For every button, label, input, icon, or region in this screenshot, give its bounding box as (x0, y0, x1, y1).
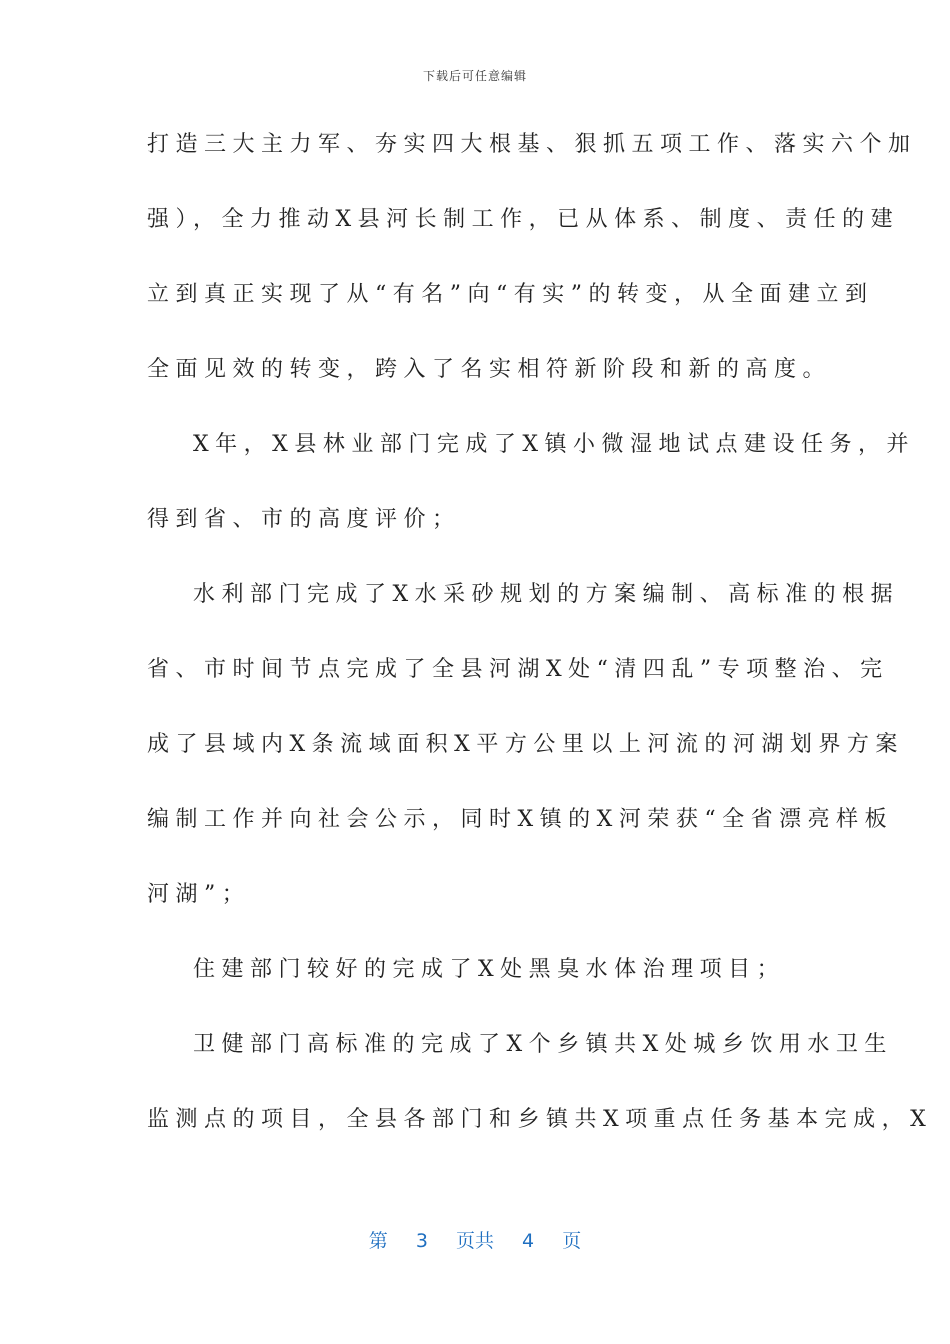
text-line: 强），全力推动X县河长制工作，已从体系、制度、责任的建 (147, 207, 900, 232)
text-line: 河湖”； (147, 882, 251, 907)
text-line: 成了县域内X条流域面积X平方公里以上河流的河湖划界方案 (147, 732, 904, 757)
text-line: 得到省、市的高度评价； (147, 507, 461, 532)
current-page-number: 3 (415, 1230, 428, 1252)
text-line: 立到真正实现了从“有名”向“有实”的转变，从全面建立到 (147, 282, 874, 307)
total-pages-number: 4 (522, 1230, 535, 1252)
text-line: 监测点的项目，全县各部门和乡镇共X项重点任务基本完成，X (147, 1107, 933, 1132)
text-line: 省、市时间节点完成了全县河湖X处“清四乱”专项整治、完 (147, 657, 889, 682)
paragraph-first-line: 住建部门较好的完成了X处黑臭水体治理项目； (193, 957, 786, 982)
total-label: 页共 (455, 1230, 494, 1252)
page-label: 第 (368, 1230, 388, 1252)
header-note: 下载后可任意编辑 (422, 69, 527, 83)
page-suffix: 页 (562, 1230, 582, 1252)
paragraph-first-line: 卫健部门高标准的完成了X个乡镇共X处城乡饮用水卫生 (193, 1032, 893, 1057)
page-footer (0, 1226, 950, 1253)
paragraph-first-line: X年，X县林业部门完成了X镇小微湿地试点建设任务，并 (193, 432, 915, 457)
text-line: 打造三大主力军、夯实四大根基、狠抓五项工作、落实六个加 (147, 132, 917, 157)
paragraph-first-line: 水利部门完成了X水采砂规划的方案编制、高标准的根据 (193, 582, 900, 607)
text-line: 编制工作并向社会公示，同时X镇的X河荣获“全省漂亮样板 (147, 807, 894, 832)
text-line: 全面见效的转变，跨入了名实相符新阶段和新的高度。 (147, 357, 832, 382)
